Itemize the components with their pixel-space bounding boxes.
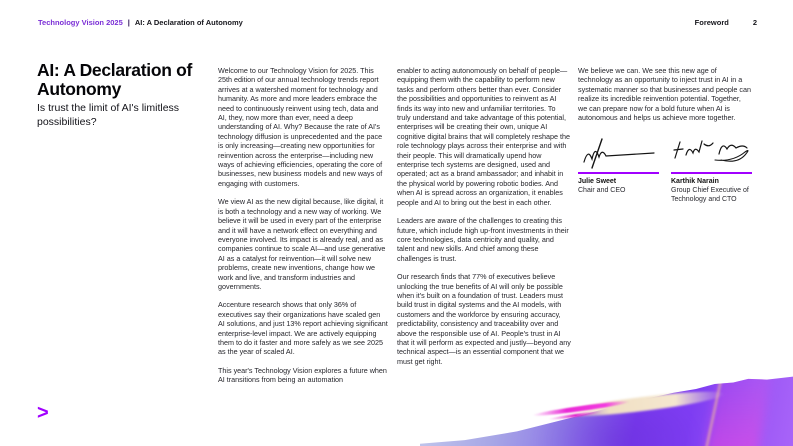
paragraph: We view AI as the new digital because, like digital, it is both a technology and a new way of working. We believe it will be used in every part of the enterprise and it will have a network effect on everything and everyone involved. Its impact is already real, and as companies continue to scale AI—and use generative AI as a catalyst for reinvention—it will solve new problems, create new inventions, change how we work and live, and transform industries and governments. [218, 197, 386, 291]
page-header [38, 18, 757, 27]
header-separator: | [127, 18, 130, 27]
header-breadcrumb [38, 18, 243, 27]
page-title: AI: A Declaration of Autonomy [37, 60, 193, 99]
body-column-3 [578, 66, 752, 204]
signer-name: Julie Sweet [578, 178, 617, 186]
report-brand-label: Technology Vision 2025 [38, 18, 123, 27]
section-label: Foreword [694, 18, 729, 27]
signature-block-julie-sweet [578, 136, 659, 204]
paragraph: Accenture research shows that only 36% of executives say their organizations have scaled gen AI solutions, and just 13% report achieving significant enterprise-level impact. We are actively equipping them to do it faster and more safely as we see 2025 as the year of scaled AI. [218, 300, 388, 357]
hero-block [37, 61, 212, 129]
paragraph: This year's Technology Vision explores a future when AI transitions from being an automation [218, 365, 387, 385]
signature-row [578, 136, 752, 204]
page-subtitle: Is trust the limit of AI's limitless possibilities? [37, 102, 180, 128]
signature-julie-sweet-icon [578, 136, 659, 170]
paragraph: Our research finds that 77% of executives believe unlocking the true benefits of AI will only be possible when it's built on a foundation of trust. Leaders must build trust in digital systems and the AI models, with customers and the workforce by ensuring accuracy, predictability, consistency and traceability over and above the responsible use of AI. People's trust in AI that it will perform as expected and justly—beyond any technical aspect—is an essential component that we must get right. [397, 272, 571, 366]
signature-karthik-narain-icon [671, 136, 752, 170]
header-doc-title: AI: A Declaration of Autonomy [134, 18, 243, 27]
signature-block-karthik-narain [671, 136, 752, 204]
page-number: 2 [752, 18, 757, 27]
signature-divider [578, 172, 659, 174]
paragraph: enabler to acting autonomously on behalf of people—equipping them with the capability to perform new tasks and perform others better than ever. Consider the possibilities and opportunities to reinvent as AI finds its way into new and unfamiliar territories. To truly understand and take advantage of this potential, enterprises will be creating their own, unique AI cognitive digital brains that will completely reshape the role technology plays across their enterprise and with their people. This will dramatically upend how enterprise tech systems are designed, used and operated; act as a brand ambassador; and inhabit in the physical world by powering robotic bodies. And when AI is spread across an organization, it enables people and AI to bring out the best in each other. [397, 66, 570, 207]
body-column-1 [218, 66, 388, 394]
header-meta [695, 18, 757, 27]
abstract-gradient-art [420, 373, 793, 446]
paragraph: Leaders are aware of the challenges to creating this future, which include high up-front investments in their core technologies, data centricity and quality, and talent and new skills. And chief among these challenges is trust. [397, 216, 569, 263]
signer-name: Karthik Narain [671, 178, 719, 186]
signer-title: Group Chief Executive of Technology and CTO [671, 187, 749, 204]
body-column-2 [397, 66, 571, 375]
paragraph: Welcome to our Technology Vision for 2025. This 25th edition of our annual technology trends report arrives at a watershed moment for technology and humanity. As more and more leaders embrace the need to continuously reinvent using tech, data and AI, they, now more than ever, need a deep understanding of AI. Why? Because the rate of AI's technology diffusion is unprecedented and the pace is only increasing—creating new opportunities for reinvention across the enterprise—including new ways of achieving efficiencies, operating the core of businesses, new business models and new ways of engaging with customers. [218, 66, 383, 188]
signature-divider [671, 172, 752, 174]
signer-title: Chair and CEO [578, 187, 626, 195]
paragraph: We believe we can. We see this new age of technology as an opportunity to inject trust in AI in a systematic manner so that businesses and people can realize its incredible reinvention potential. Together, we can prepare now for a bold future when AI is autonomous and helps us achieve more together. [578, 66, 751, 123]
accenture-logo-icon: > [37, 402, 49, 424]
